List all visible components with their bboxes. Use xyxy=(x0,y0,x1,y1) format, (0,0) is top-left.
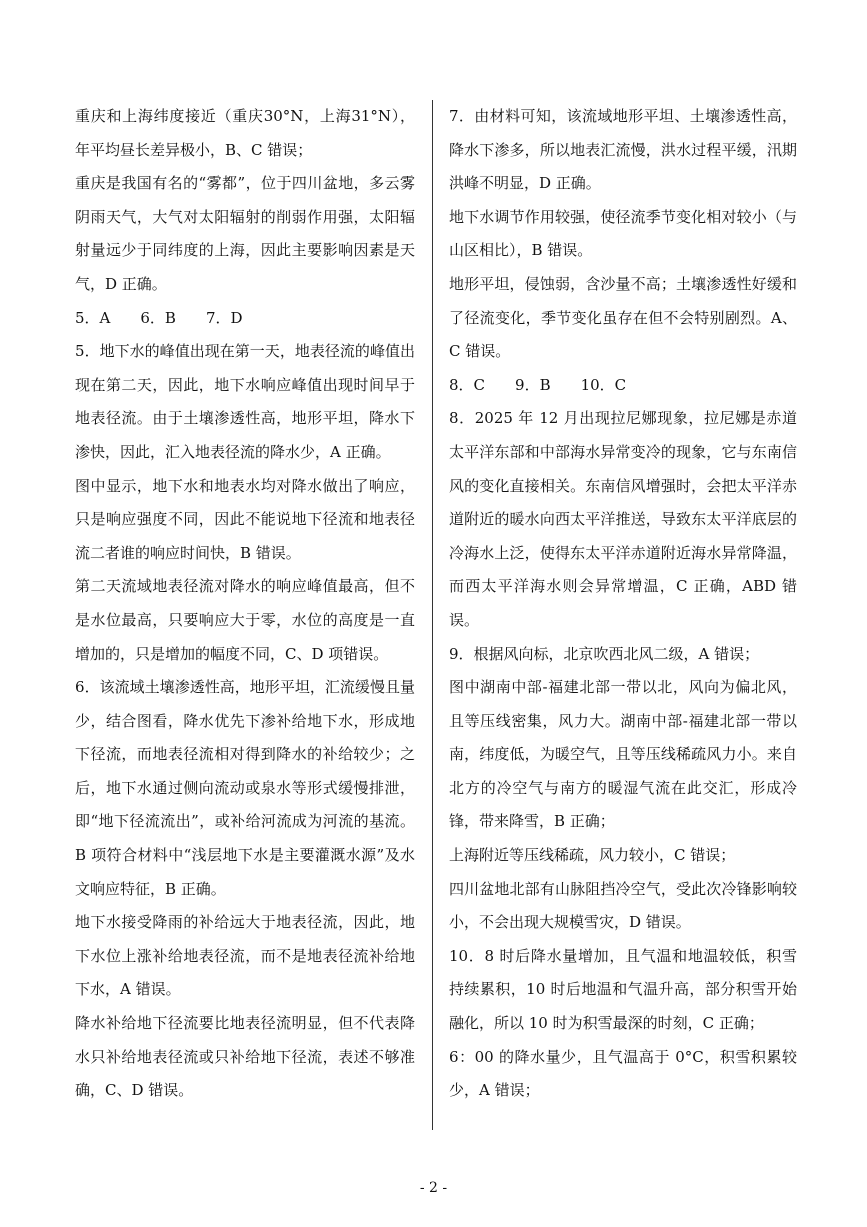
paragraph: 8．2025 年 12 月出现拉尼娜现象，拉尼娜是赤道太平洋东部和中部海水异常变冷的现象，它与东南信风的变化直接相关。东南信风增强时，会把太平洋赤道附近的暖水向西太平洋推送，导致东太平洋底层的冷海水上泛，使得东太平洋赤道附近海水异常降温，而西太平洋海水则会异常增温，C 正确，ABD 错误。 xyxy=(449,409,797,629)
paragraph: 四川盆地北部有山脉阻挡冷空气，受此次冷锋影响较小，不会出现大规模雪灾，D 错误。 xyxy=(449,879,797,932)
paragraph: 7．由材料可知，该流域地形平坦、土壤渗透性高，降水下渗多，所以地表汇流慢，洪水过程平缓，汛期洪峰不明显，D 正确。 xyxy=(449,107,797,193)
paragraph: 10．8 时后降水量增加，且气温和地温较低，积雪持续累积，10 时后地温和气温升高，部分积雪开始融化，所以 10 时为积雪最深的时刻，C 正确； xyxy=(449,946,797,1033)
left-column xyxy=(75,100,415,1108)
paragraph: 重庆和上海纬度接近（重庆30°N，上海31°N），年平均昼长差异极小，B、C 错误； xyxy=(75,107,415,159)
answer-line: 5．A 6．B 7．D xyxy=(75,308,243,327)
paragraph: 重庆是我国有名的“雾都”，位于四川盆地，多云雾阴雨天气，大气对太阳辐射的削弱作用强，太阳辐射量远少于同纬度的上海，因此主要影响因素是天气，D 正确。 xyxy=(75,174,415,293)
paragraph: 9．根据风向标，北京吹西北风二级，A 错误； xyxy=(449,644,760,663)
paragraph: 降水补给地下径流要比地表径流明显，但不代表降水只补给地表径流或只补给地下径流，表述不够准确，C、D 错误。 xyxy=(75,1014,415,1100)
right-column xyxy=(449,100,797,1108)
paragraph: 6．该流域土壤渗透性高，地形平坦，汇流缓慢且量少，结合图看，降水优先下渗补给地下水，形成地下径流，而地表径流相对得到降水的补给较少；之后，地下水通过侧向流动或泉水等形式缓慢排泄，即“地下径流流出”，或补给河流成为河流的基流。B 项符合材料中“浅层地下水是主要灌溉水源”及水文响应特征，B 正确。 xyxy=(75,678,415,898)
answer-line: 8．C 9．B 10．C xyxy=(449,375,627,394)
paragraph: 6：00 的降水量少，且气温高于 0°C，积雪积累较少，A 错误； xyxy=(449,1047,797,1100)
paragraph: 第二天流域地表径流对降水的响应峰值最高，但不是水位最高，只要响应大于零，水位的高度是一直增加的，只是增加的幅度不同，C、D 项错误。 xyxy=(75,577,415,663)
paragraph: 地下水接受降雨的补给远大于地表径流，因此，地下水位上涨补给地表径流，而不是地表径流补给地下水，A 错误。 xyxy=(75,913,415,999)
page-number: - 2 - xyxy=(419,1180,448,1196)
paragraph: 图中显示，地下水和地表水均对降水做出了响应，只是响应强度不同，因此不能说地下径流和地表径流二者谁的响应时间快，B 错误。 xyxy=(75,476,415,562)
paragraph: 图中湖南中部-福建北部一带以北，风向为偏北风，且等压线密集，风力大。湖南中部-福建北部一带以南，纬度低，为暖空气，且等压线稀疏风力小。来自北方的冷空气与南方的暖湿气流在此交汇，形成冷锋，带来降雪，B 正确； xyxy=(449,678,797,831)
column-divider xyxy=(432,100,433,1130)
paragraph: 5．地下水的峰值出现在第一天，地表径流的峰值出现在第二天，因此，地下水响应峰值出现时间早于地表径流。由于土壤渗透性高，地形平坦，降水下渗快，因此，汇入地表径流的降水少，A 正确。 xyxy=(75,342,415,461)
paragraph: 地形平坦，侵蚀弱，含沙量不高；土壤渗透性好缓和了径流变化，季节变化虽存在但不会特别剧烈。A、C 错误。 xyxy=(449,274,797,361)
paragraph: 上海附近等压线稀疏，风力较小，C 错误； xyxy=(449,846,736,865)
paragraph: 地下水调节作用较强，使径流季节变化相对较小（与山区相比），B 错误。 xyxy=(449,207,797,260)
